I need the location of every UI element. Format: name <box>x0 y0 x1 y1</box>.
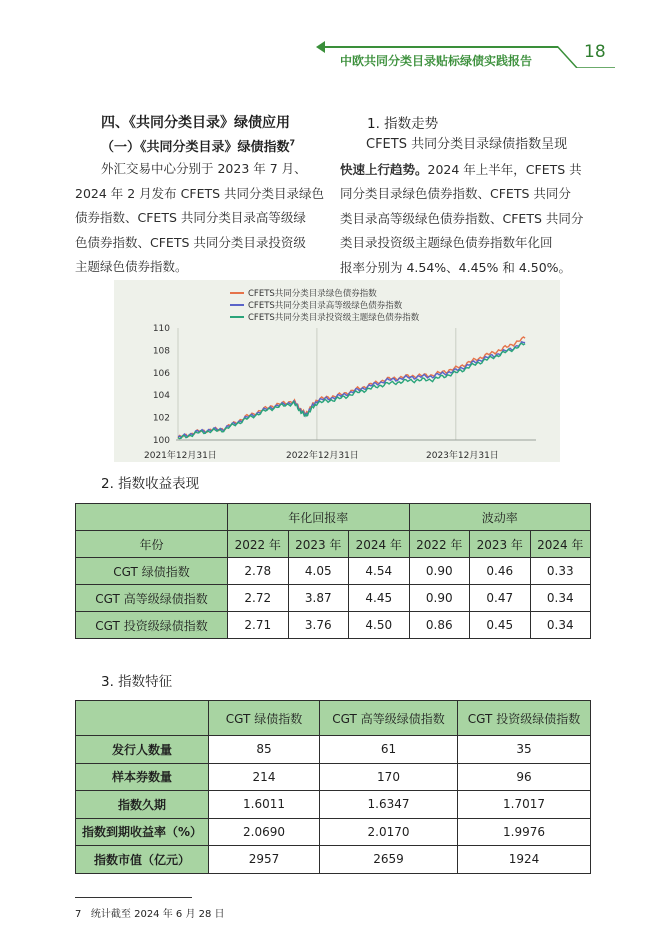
table-cell: 1.6011 <box>209 791 320 819</box>
table-row <box>76 585 591 612</box>
row-name: 指数到期收益率（%） <box>76 818 209 846</box>
table-row <box>76 818 591 846</box>
group-header-volatility: 波动率 <box>409 504 591 531</box>
para-line: 主题绿色债券指数。 <box>75 259 188 274</box>
year-header: 2024 年 <box>530 531 591 558</box>
year-header: 2022 年 <box>228 531 289 558</box>
table-cell: 0.34 <box>530 585 591 612</box>
footnote <box>75 905 225 920</box>
footnote-ref: 7 <box>289 138 296 148</box>
row-name: CGT 绿债指数 <box>76 558 228 585</box>
para-line-bold: CFETS 共同分类目录绿债指数呈现 <box>366 137 568 152</box>
para-line: 2024 年 2 月发布 CFETS 共同分类目录绿色 <box>75 185 325 201</box>
y-tick-label: 100 <box>152 436 170 446</box>
table-cell: 2.71 <box>228 612 289 639</box>
para-line: 报率分别为 4.54%、4.45% 和 4.50%。 <box>340 259 572 275</box>
table-cell: 2.0690 <box>209 818 320 846</box>
y-tick-label: 104 <box>152 391 170 402</box>
table-row <box>76 791 591 819</box>
row-name: 发行人数量 <box>76 736 209 764</box>
row-name: 指数市值（亿元） <box>76 846 209 874</box>
group-header-returns: 年化回报率 <box>228 504 410 531</box>
table-cell: 1924 <box>458 846 591 874</box>
table-cell: 0.33 <box>530 558 591 585</box>
row-name: CGT 高等级绿债指数 <box>76 585 228 612</box>
table-cell: 0.47 <box>470 585 531 612</box>
x-tick-label-0: 2021年12月31日 <box>144 451 217 461</box>
table-cell: 1.7017 <box>458 791 591 819</box>
legend-label: CFETS共同分类目录高等级绿色债券指数 <box>248 301 403 311</box>
footnote-number: 7 <box>75 909 82 920</box>
year-header: 2023 年 <box>470 531 531 558</box>
x-tick-label-2: 2023年12月31日 <box>426 451 499 461</box>
table-cell: 85 <box>209 736 320 764</box>
subsection-title <box>101 136 295 155</box>
table-cell: 0.86 <box>409 612 470 639</box>
table-cell: 61 <box>320 736 458 764</box>
index-trend-chart <box>114 280 560 462</box>
table-cell: 2.72 <box>228 585 289 612</box>
table-cell: 4.50 <box>349 612 410 639</box>
table-row <box>76 504 591 531</box>
year-label: 年份 <box>76 531 228 558</box>
row-name: 样本券数量 <box>76 763 209 791</box>
characteristics-table <box>75 700 591 874</box>
table-cell: 4.05 <box>288 558 349 585</box>
table-cell: 35 <box>458 736 591 764</box>
table-cell: 2.0170 <box>320 818 458 846</box>
para-line-bold: 快速上行趋势。 <box>340 161 428 177</box>
y-tick-label: 108 <box>152 346 170 357</box>
column-header: CGT 绿债指数 <box>209 701 320 736</box>
table-row <box>76 558 591 585</box>
table-cell: 2.78 <box>228 558 289 585</box>
subsection-title-text: （一）《共同分类目录》绿债指数 <box>101 140 290 155</box>
table-cell: 170 <box>320 763 458 791</box>
para-line: 同分类目录绿色债券指数、CFETS 共同分 <box>340 186 571 201</box>
table-cell: 96 <box>458 763 591 791</box>
characteristics-heading: 3. 指数特征 <box>101 674 173 690</box>
returns-table <box>75 503 591 639</box>
row-name: 指数久期 <box>76 791 209 819</box>
column-header: CGT 投资级绿债指数 <box>458 701 591 736</box>
table-cell-empty <box>76 701 209 736</box>
trend-heading: 1. 指数走势 <box>367 116 439 132</box>
table-cell: 4.45 <box>349 585 410 612</box>
chart-svg <box>114 280 560 462</box>
year-header: 2022 年 <box>409 531 470 558</box>
table-cell: 4.54 <box>349 558 410 585</box>
table-cell: 1.9976 <box>458 818 591 846</box>
table-cell: 2659 <box>320 846 458 874</box>
table-cell: 3.87 <box>288 585 349 612</box>
year-header: 2023 年 <box>288 531 349 558</box>
para-line: 2024 年上半年，CFETS 共 <box>427 161 582 177</box>
y-tick-label: 102 <box>152 413 170 424</box>
year-header: 2024 年 <box>349 531 410 558</box>
table-row <box>76 846 591 874</box>
legend-label: CFETS共同分类目录投资级主题绿色债券指数 <box>248 313 420 323</box>
left-paragraph <box>75 157 327 280</box>
table-cell: 1.6347 <box>320 791 458 819</box>
table-cell: 0.46 <box>470 558 531 585</box>
para-line: 类目录投资级主题绿色债券指数年化回 <box>340 235 553 250</box>
page-number: 18 <box>584 42 606 62</box>
table-cell: 0.90 <box>409 585 470 612</box>
table-row <box>76 763 591 791</box>
legend-label: CFETS共同分类目录绿色债券指数 <box>248 289 377 299</box>
table-row <box>76 531 591 558</box>
column-header: CGT 高等级绿债指数 <box>320 701 458 736</box>
para-line: 外汇交易中心分别于 2023 年 7 月、 <box>101 161 307 176</box>
right-paragraph <box>340 133 592 280</box>
footnote-rule <box>75 897 192 898</box>
table-cell: 0.34 <box>530 612 591 639</box>
table-row <box>76 701 591 736</box>
table-cell: 214 <box>209 763 320 791</box>
table-cell-empty <box>76 504 228 531</box>
section-title: 四、《共同分类目录》绿债应用 <box>101 115 290 131</box>
para-line: 类目录高等级绿色债券指数、CFETS 共同分 <box>340 210 584 226</box>
table-cell: 2957 <box>209 846 320 874</box>
footnote-text: 统计截至 2024 年 6 月 28 日 <box>90 909 225 920</box>
header-title: 中欧共同分类目录贴标绿债实践报告 <box>340 54 533 68</box>
series-line <box>178 337 525 438</box>
x-tick-label-1: 2022年12月31日 <box>286 451 359 461</box>
para-line: 色债券指数、CFETS 共同分类目录投资级 <box>75 234 306 250</box>
row-name: CGT 投资级绿债指数 <box>76 612 228 639</box>
series-line <box>178 342 525 437</box>
table-row <box>76 736 591 764</box>
para-line: 债券指数、CFETS 共同分类目录高等级绿 <box>75 210 306 225</box>
table-cell: 3.76 <box>288 612 349 639</box>
table-cell: 0.45 <box>470 612 531 639</box>
header-rule <box>318 46 558 48</box>
table-cell: 0.90 <box>409 558 470 585</box>
y-tick-label: 106 <box>152 368 170 379</box>
table-row <box>76 612 591 639</box>
returns-heading: 2. 指数收益表现 <box>101 476 200 492</box>
y-tick-label: 110 <box>152 324 170 334</box>
